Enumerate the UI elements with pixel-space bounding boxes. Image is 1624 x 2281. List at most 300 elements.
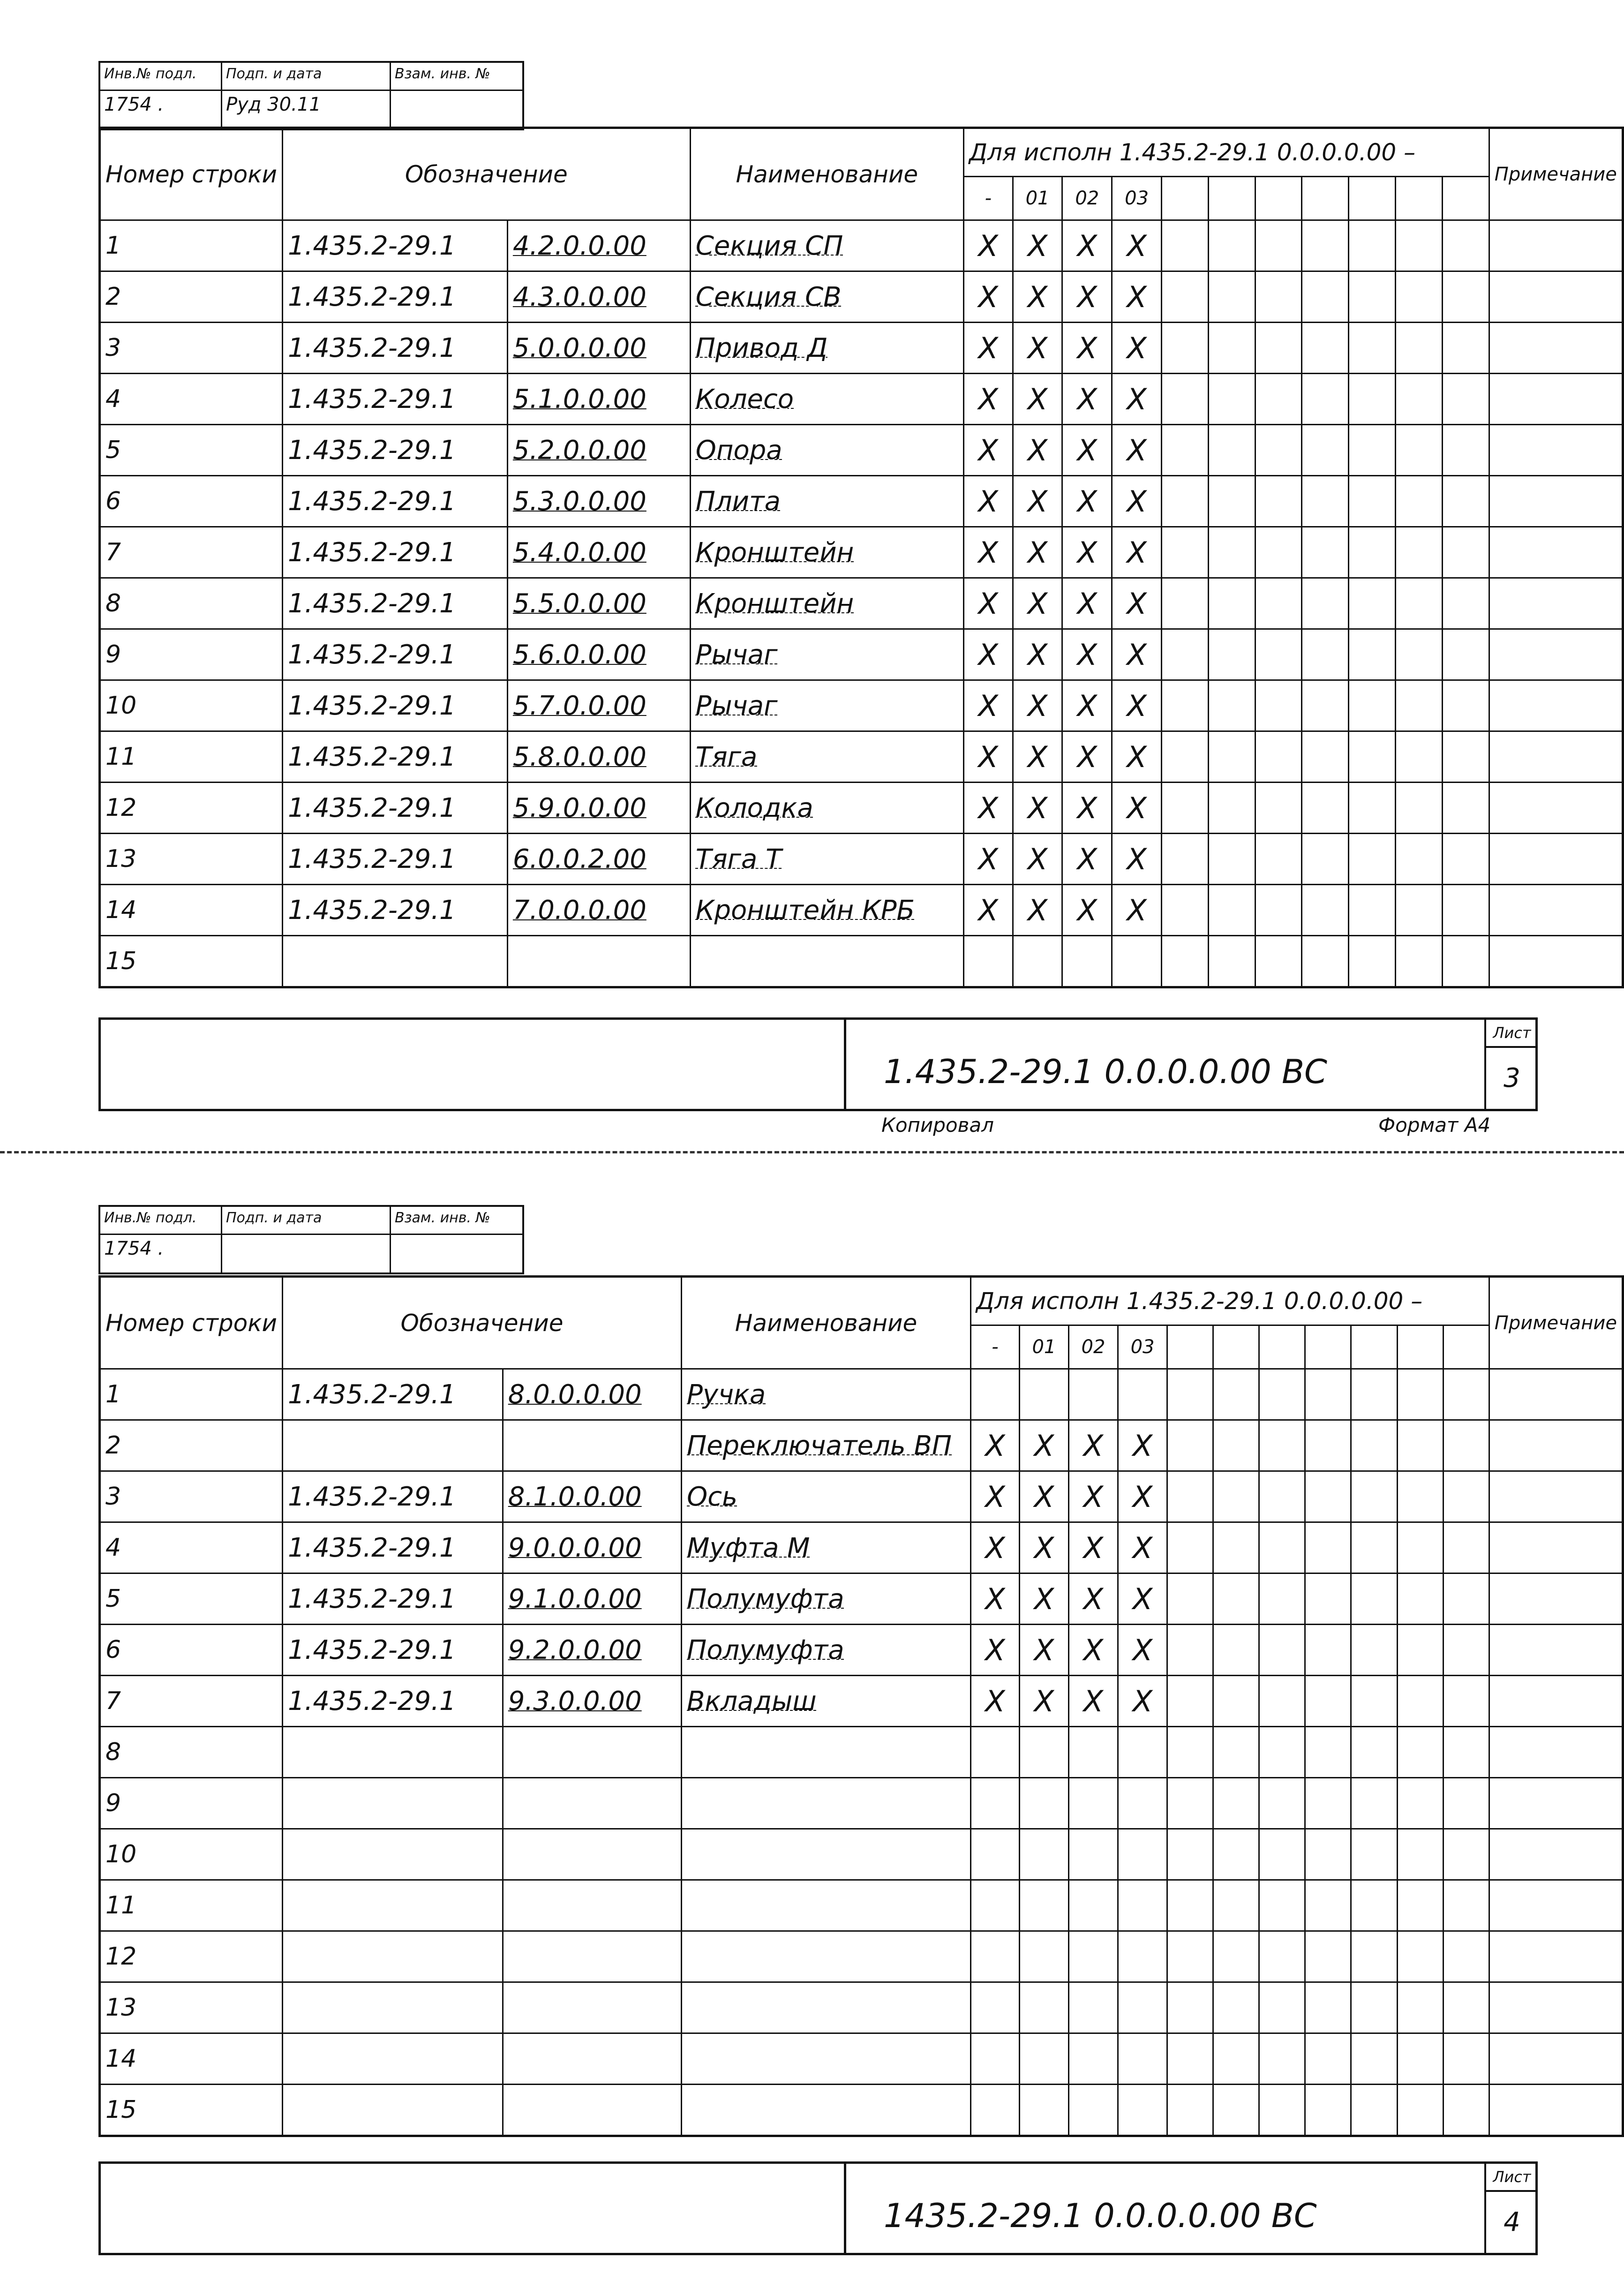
designation-code: 1.435.2-29.1 xyxy=(282,834,507,885)
note-cell xyxy=(1489,1573,1623,1625)
stamp-header: Инв.№ подл. xyxy=(100,63,222,91)
execution-empty-cell xyxy=(1349,578,1396,629)
execution-mark: X xyxy=(1062,629,1112,680)
execution-empty-cell xyxy=(1305,2085,1351,2136)
designation-code xyxy=(282,1880,503,1931)
designation-suffix: 4.3.0.0.00 xyxy=(507,271,690,323)
execution-empty-cell xyxy=(1213,1420,1259,1471)
execution-mark: X xyxy=(963,220,1013,271)
exec-col-header xyxy=(1443,1325,1489,1369)
execution-mark xyxy=(1019,1982,1068,2033)
execution-empty-cell xyxy=(1396,527,1443,578)
execution-empty-cell xyxy=(1161,271,1208,323)
execution-empty-cell xyxy=(1259,1522,1305,1573)
row-number: 10 xyxy=(100,1829,283,1880)
execution-mark: X xyxy=(971,1471,1020,1522)
stamp-value: 1754 . xyxy=(100,1235,222,1272)
execution-mark xyxy=(1019,2085,1068,2136)
designation-code: 1.435.2-29.1 xyxy=(282,323,507,374)
designation-suffix xyxy=(503,2033,681,2085)
execution-mark: X xyxy=(1013,885,1062,936)
designation-code: 1.435.2-29.1 xyxy=(282,885,507,936)
execution-empty-cell xyxy=(1161,527,1208,578)
execution-mark: X xyxy=(1112,578,1162,629)
execution-mark: X xyxy=(1112,885,1162,936)
execution-mark: X xyxy=(1068,1573,1118,1625)
item-name: Колодка xyxy=(690,783,963,834)
execution-empty-cell xyxy=(1442,629,1489,680)
execution-mark: X xyxy=(1062,731,1112,783)
execution-empty-cell xyxy=(1161,936,1208,987)
execution-empty-cell xyxy=(1213,1573,1259,1625)
execution-empty-cell xyxy=(1351,1573,1397,1625)
execution-empty-cell xyxy=(1302,629,1349,680)
execution-mark: X xyxy=(963,374,1013,425)
execution-mark: X xyxy=(1118,1420,1167,1471)
designation-suffix: 9.2.0.0.00 xyxy=(503,1625,681,1676)
designation-suffix: 5.2.0.0.00 xyxy=(507,425,690,476)
execution-empty-cell xyxy=(1305,1522,1351,1573)
sheet-label: Лист xyxy=(1486,2164,1538,2192)
note-cell xyxy=(1489,1931,1623,1982)
item-name xyxy=(682,1829,971,1880)
designation-code: 1.435.2-29.1 xyxy=(282,1676,503,1727)
execution-mark xyxy=(1019,1829,1068,1880)
designation-code: 1.435.2-29.1 xyxy=(282,425,507,476)
execution-empty-cell xyxy=(1349,629,1396,680)
designation-suffix: 5.3.0.0.00 xyxy=(507,476,690,527)
note-cell xyxy=(1489,2033,1623,2085)
execution-empty-cell xyxy=(1443,2033,1489,2085)
note-cell xyxy=(1489,578,1623,629)
execution-mark xyxy=(971,1931,1020,1982)
execution-mark: X xyxy=(963,271,1013,323)
execution-empty-cell xyxy=(1443,1522,1489,1573)
designation-suffix xyxy=(503,1727,681,1778)
execution-empty-cell xyxy=(1305,1369,1351,1420)
designation-suffix: 8.1.0.0.00 xyxy=(503,1471,681,1522)
execution-empty-cell xyxy=(1213,1369,1259,1420)
spec-rows xyxy=(100,1369,1623,2136)
item-name: Плита xyxy=(690,476,963,527)
item-name xyxy=(682,1727,971,1778)
execution-empty-cell xyxy=(1167,1420,1213,1471)
table-row xyxy=(100,731,1623,783)
row-number: 10 xyxy=(100,680,283,731)
execution-empty-cell xyxy=(1302,885,1349,936)
execution-mark xyxy=(1118,2033,1167,2085)
execution-empty-cell xyxy=(1305,1778,1351,1829)
row-number: 4 xyxy=(100,1522,283,1573)
execution-mark xyxy=(1068,1829,1118,1880)
row-number: 1 xyxy=(100,220,283,271)
designation-code: 1.435.2-29.1 xyxy=(282,1573,503,1625)
execution-empty-cell xyxy=(1351,1522,1397,1573)
note-cell xyxy=(1489,425,1623,476)
inventory-stamp xyxy=(98,1205,524,1274)
note-cell xyxy=(1489,374,1623,425)
designation-code: 1.435.2-29.1 xyxy=(282,220,507,271)
execution-empty-cell xyxy=(1302,271,1349,323)
designation-code: 1.435.2-29.1 xyxy=(282,1369,503,1420)
execution-empty-cell xyxy=(1443,1573,1489,1625)
execution-empty-cell xyxy=(1397,1982,1443,2033)
execution-mark xyxy=(1068,1778,1118,1829)
execution-empty-cell xyxy=(1442,731,1489,783)
execution-empty-cell xyxy=(1305,1931,1351,1982)
table-row xyxy=(100,834,1623,885)
execution-mark: X xyxy=(1068,1522,1118,1573)
execution-mark xyxy=(971,1727,1020,1778)
execution-empty-cell xyxy=(1349,936,1396,987)
execution-empty-cell xyxy=(1443,2085,1489,2136)
execution-mark: X xyxy=(1062,220,1112,271)
execution-empty-cell xyxy=(1351,1778,1397,1829)
table-row xyxy=(100,1369,1623,1420)
row-number: 3 xyxy=(100,323,283,374)
execution-empty-cell xyxy=(1351,1829,1397,1880)
stamp-header: Подп. и дата xyxy=(222,1207,391,1235)
execution-empty-cell xyxy=(1161,680,1208,731)
execution-empty-cell xyxy=(1213,1778,1259,1829)
designation-code xyxy=(282,2033,503,2085)
item-name: Кронштейн xyxy=(690,527,963,578)
exec-col-header xyxy=(1302,177,1349,220)
note-header: Примечание xyxy=(1489,1277,1623,1369)
execution-empty-cell xyxy=(1255,834,1302,885)
execution-mark xyxy=(1019,1931,1068,1982)
execution-empty-cell xyxy=(1443,1880,1489,1931)
document-number: 1435.2-29.1 0.0.0.0.00 ВС xyxy=(884,2197,1317,2235)
designation-suffix xyxy=(503,2085,681,2136)
designation-suffix xyxy=(503,1931,681,1982)
execution-mark: X xyxy=(971,1625,1020,1676)
execution-empty-cell xyxy=(1349,374,1396,425)
stamp-header: Инв.№ подл. xyxy=(100,1207,222,1235)
execution-mark: X xyxy=(1068,1625,1118,1676)
execution-mark: X xyxy=(1019,1676,1068,1727)
execution-mark: X xyxy=(1112,629,1162,680)
row-number: 9 xyxy=(100,1778,283,1829)
execution-mark xyxy=(1068,1369,1118,1420)
execution-mark xyxy=(1118,1727,1167,1778)
execution-empty-cell xyxy=(1349,476,1396,527)
execution-empty-cell xyxy=(1442,680,1489,731)
stamp-value: 1754 . xyxy=(100,91,222,128)
execution-empty-cell xyxy=(1349,323,1396,374)
execution-empty-cell xyxy=(1349,271,1396,323)
execution-mark: X xyxy=(1013,271,1062,323)
table-row xyxy=(100,1573,1623,1625)
execution-empty-cell xyxy=(1208,220,1255,271)
execution-mark: X xyxy=(1112,783,1162,834)
execution-empty-cell xyxy=(1161,629,1208,680)
execution-empty-cell xyxy=(1213,1880,1259,1931)
designation-code xyxy=(282,1727,503,1778)
table-row xyxy=(100,271,1623,323)
designation-suffix: 4.2.0.0.00 xyxy=(507,220,690,271)
execution-empty-cell xyxy=(1305,1727,1351,1778)
execution-mark: X xyxy=(1112,220,1162,271)
note-cell xyxy=(1489,731,1623,783)
execution-empty-cell xyxy=(1167,1676,1213,1727)
note-cell xyxy=(1489,1727,1623,1778)
execution-mark: X xyxy=(1013,629,1062,680)
exec-col-header xyxy=(1259,1325,1305,1369)
note-cell xyxy=(1489,1778,1623,1829)
designation-code: 1.435.2-29.1 xyxy=(282,783,507,834)
execution-empty-cell xyxy=(1161,578,1208,629)
item-name: Колесо xyxy=(690,374,963,425)
execution-empty-cell xyxy=(1351,1982,1397,2033)
execution-empty-cell xyxy=(1213,1829,1259,1880)
execution-mark: X xyxy=(971,1522,1020,1573)
designation-code xyxy=(282,1778,503,1829)
execution-mark: X xyxy=(1068,1676,1118,1727)
execution-empty-cell xyxy=(1397,1880,1443,1931)
execution-empty-cell xyxy=(1161,476,1208,527)
execution-empty-cell xyxy=(1255,323,1302,374)
execution-mark xyxy=(971,2033,1020,2085)
table-row xyxy=(100,527,1623,578)
execution-mark: X xyxy=(1013,476,1062,527)
designation-code xyxy=(282,1982,503,2033)
execution-empty-cell xyxy=(1397,1931,1443,1982)
row-number: 13 xyxy=(100,1982,283,2033)
execution-mark: X xyxy=(963,629,1013,680)
item-name: Привод Д xyxy=(690,323,963,374)
designation-suffix: 8.0.0.0.00 xyxy=(503,1369,681,1420)
inventory-stamp xyxy=(98,61,524,130)
name-header: Наименование xyxy=(682,1277,971,1369)
table-row xyxy=(100,680,1623,731)
execution-mark xyxy=(1068,2033,1118,2085)
exec-col-header xyxy=(1349,177,1396,220)
designation-code: 1.435.2-29.1 xyxy=(282,476,507,527)
execution-mark xyxy=(1019,2033,1068,2085)
execution-empty-cell xyxy=(1161,220,1208,271)
execution-mark: X xyxy=(1112,527,1162,578)
execution-empty-cell xyxy=(1255,936,1302,987)
table-row xyxy=(100,1778,1623,1829)
execution-empty-cell xyxy=(1213,1676,1259,1727)
execution-mark: X xyxy=(963,527,1013,578)
execution-empty-cell xyxy=(1259,1573,1305,1625)
title-block-main xyxy=(844,1020,1538,1109)
execution-empty-cell xyxy=(1349,220,1396,271)
designation-suffix: 5.8.0.0.00 xyxy=(507,731,690,783)
execution-mark xyxy=(1068,2085,1118,2136)
execution-empty-cell xyxy=(1305,1880,1351,1931)
execution-mark: X xyxy=(1062,374,1112,425)
execution-empty-cell xyxy=(1161,783,1208,834)
row-number-header: Номер строки xyxy=(100,1277,283,1369)
designation-code: 1.435.2-29.1 xyxy=(282,731,507,783)
note-cell xyxy=(1489,1420,1623,1471)
execution-empty-cell xyxy=(1208,731,1255,783)
designation-suffix: 6.0.0.2.00 xyxy=(507,834,690,885)
execution-mark: X xyxy=(963,731,1013,783)
execution-empty-cell xyxy=(1351,2085,1397,2136)
item-name: Опора xyxy=(690,425,963,476)
execution-empty-cell xyxy=(1396,425,1443,476)
execution-group-header: Для исполн 1.435.2-29.1 0.0.0.0.00 – xyxy=(971,1277,1489,1325)
row-number: 12 xyxy=(100,783,283,834)
execution-empty-cell xyxy=(1351,1931,1397,1982)
row-number: 14 xyxy=(100,2033,283,2085)
execution-empty-cell xyxy=(1396,271,1443,323)
execution-mark: X xyxy=(1062,783,1112,834)
execution-empty-cell xyxy=(1208,425,1255,476)
execution-mark: X xyxy=(971,1573,1020,1625)
item-name: Ось xyxy=(682,1471,971,1522)
table-row xyxy=(100,1727,1623,1778)
row-number: 3 xyxy=(100,1471,283,1522)
note-cell xyxy=(1489,1880,1623,1931)
execution-empty-cell xyxy=(1259,1931,1305,1982)
row-number: 2 xyxy=(100,1420,283,1471)
row-number: 7 xyxy=(100,1676,283,1727)
execution-mark: X xyxy=(1062,323,1112,374)
note-cell xyxy=(1489,476,1623,527)
execution-empty-cell xyxy=(1302,527,1349,578)
note-cell xyxy=(1489,1625,1623,1676)
execution-empty-cell xyxy=(1442,374,1489,425)
execution-mark: X xyxy=(1118,1471,1167,1522)
execution-mark xyxy=(971,1982,1020,2033)
note-cell xyxy=(1489,1522,1623,1573)
execution-empty-cell xyxy=(1396,323,1443,374)
note-cell xyxy=(1489,936,1623,987)
sheet-number-box xyxy=(1484,2164,1538,2253)
page-divider xyxy=(0,1151,1624,1153)
execution-mark: X xyxy=(963,834,1013,885)
item-name: Секция СП xyxy=(690,220,963,271)
execution-mark: X xyxy=(1068,1471,1118,1522)
execution-empty-cell xyxy=(1208,578,1255,629)
execution-empty-cell xyxy=(1167,2033,1213,2085)
execution-mark xyxy=(1062,936,1112,987)
item-name xyxy=(682,2033,971,2085)
row-number: 1 xyxy=(100,1369,283,1420)
execution-empty-cell xyxy=(1351,1676,1397,1727)
execution-mark: X xyxy=(963,323,1013,374)
execution-empty-cell xyxy=(1259,1676,1305,1727)
designation-suffix: 9.1.0.0.00 xyxy=(503,1573,681,1625)
item-name xyxy=(682,2085,971,2136)
item-name: Рычаг xyxy=(690,680,963,731)
execution-empty-cell xyxy=(1208,885,1255,936)
execution-empty-cell xyxy=(1351,2033,1397,2085)
row-number: 7 xyxy=(100,527,283,578)
execution-empty-cell xyxy=(1255,680,1302,731)
execution-empty-cell xyxy=(1442,834,1489,885)
document-number: 1.435.2-29.1 0.0.0.0.00 ВС xyxy=(884,1053,1327,1091)
title-block xyxy=(98,1017,1538,1111)
execution-mark: X xyxy=(1112,323,1162,374)
designation-suffix: 7.0.0.0.00 xyxy=(507,885,690,936)
table-row xyxy=(100,476,1623,527)
execution-empty-cell xyxy=(1255,271,1302,323)
execution-mark: X xyxy=(1068,1420,1118,1471)
execution-mark xyxy=(971,1778,1020,1829)
execution-mark: X xyxy=(1013,527,1062,578)
execution-mark xyxy=(971,1829,1020,1880)
stamp-header: Подп. и дата xyxy=(222,63,391,91)
execution-empty-cell xyxy=(1442,425,1489,476)
execution-mark xyxy=(1019,1880,1068,1931)
stamp-header: Взам. инв. № xyxy=(391,63,522,91)
execution-empty-cell xyxy=(1167,1982,1213,2033)
execution-empty-cell xyxy=(1351,1471,1397,1522)
execution-empty-cell xyxy=(1396,783,1443,834)
row-number: 15 xyxy=(100,2085,283,2136)
designation-suffix: 5.9.0.0.00 xyxy=(507,783,690,834)
execution-empty-cell xyxy=(1397,1420,1443,1471)
execution-empty-cell xyxy=(1349,425,1396,476)
table-row xyxy=(100,578,1623,629)
execution-empty-cell xyxy=(1397,1676,1443,1727)
execution-empty-cell xyxy=(1396,834,1443,885)
title-block xyxy=(98,2161,1538,2255)
exec-col-header xyxy=(1167,1325,1213,1369)
designation-code: 1.435.2-29.1 xyxy=(282,527,507,578)
table-row xyxy=(100,783,1623,834)
execution-mark xyxy=(1019,1369,1068,1420)
execution-empty-cell xyxy=(1255,374,1302,425)
execution-empty-cell xyxy=(1167,2085,1213,2136)
designation-code xyxy=(282,1420,503,1471)
designation-suffix: 5.7.0.0.00 xyxy=(507,680,690,731)
exec-col-header: - xyxy=(963,177,1013,220)
execution-empty-cell xyxy=(1396,885,1443,936)
note-cell xyxy=(1489,629,1623,680)
exec-col-header: 01 xyxy=(1019,1325,1068,1369)
execution-mark: X xyxy=(1112,680,1162,731)
execution-empty-cell xyxy=(1442,476,1489,527)
execution-empty-cell xyxy=(1259,1625,1305,1676)
designation-suffix xyxy=(503,1829,681,1880)
execution-empty-cell xyxy=(1351,1369,1397,1420)
execution-empty-cell xyxy=(1396,578,1443,629)
table-row xyxy=(100,1420,1623,1471)
execution-empty-cell xyxy=(1397,1727,1443,1778)
item-name xyxy=(682,1778,971,1829)
execution-mark xyxy=(1013,936,1062,987)
item-name: Секция СВ xyxy=(690,271,963,323)
execution-mark: X xyxy=(1118,1522,1167,1573)
table-row xyxy=(100,374,1623,425)
execution-mark: X xyxy=(1019,1471,1068,1522)
sheet-number: 4 xyxy=(1504,2207,1520,2237)
execution-empty-cell xyxy=(1255,731,1302,783)
designation-suffix xyxy=(507,936,690,987)
execution-mark: X xyxy=(1062,476,1112,527)
execution-mark xyxy=(1118,2085,1167,2136)
stamp-value xyxy=(222,1235,391,1272)
execution-empty-cell xyxy=(1397,1625,1443,1676)
designation-code: 1.435.2-29.1 xyxy=(282,1471,503,1522)
designation-header: Обозначение xyxy=(282,1277,681,1369)
execution-empty-cell xyxy=(1208,476,1255,527)
designation-code: 1.435.2-29.1 xyxy=(282,1522,503,1573)
execution-empty-cell xyxy=(1442,271,1489,323)
execution-empty-cell xyxy=(1442,323,1489,374)
item-name: Кронштейн КРБ xyxy=(690,885,963,936)
execution-mark: X xyxy=(963,885,1013,936)
execution-empty-cell xyxy=(1305,1471,1351,1522)
execution-mark: X xyxy=(1112,476,1162,527)
